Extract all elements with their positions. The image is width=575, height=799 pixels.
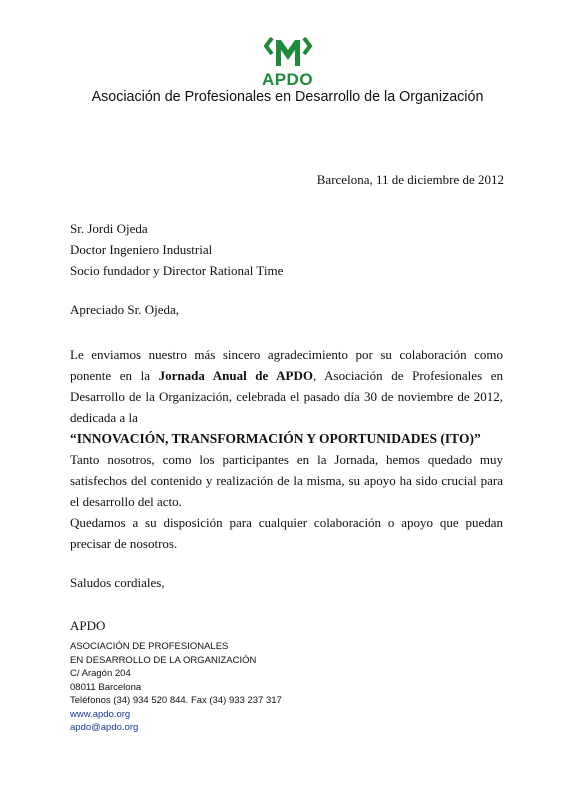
p1-text-c: Tanto nosotros, como los participantes en la Jornada, hemos quedado muy satisfechos del contenido y realización de la misma, su apoyo ha sido crucial para el desarrollo del acto. <box>70 452 503 509</box>
contact-address: C/ Aragón 204 <box>70 668 131 679</box>
contact-block <box>70 640 282 735</box>
greeting: Apreciado Sr. Ojeda, <box>70 302 180 317</box>
contact-phones: Teléfonos (34) 934 520 844. Fax (34) 933 237 317 <box>70 695 282 706</box>
recipient-title: Doctor Ingeniero Industrial <box>70 242 213 257</box>
recipient-name: Sr. Jordi Ojeda <box>70 221 148 236</box>
apdo-logo <box>0 36 575 70</box>
signature: APDO <box>70 618 106 633</box>
recipient-address <box>70 218 283 281</box>
email-link[interactable]: apdo@apdo.org <box>70 722 139 733</box>
date-line: Barcelona, 11 de diciembre de 2012 <box>316 172 504 187</box>
paragraph-availability: Quedamos a su disposición para cualquier colaboración o apoyo que puedan precisar de nosotros. <box>70 515 503 551</box>
event-title: “INNOVACIÓN, TRANSFORMACIÓN Y OPORTUNIDADES (ITO)” <box>70 431 481 446</box>
contact-city: 08011 Barcelona <box>70 681 142 693</box>
apdo-logo-icon <box>264 36 312 70</box>
p1-text-b: , Asociación de Profesionales en Desarrollo de la Organización, celebrada el pasado día 30 de noviembre de 2012, dedicada a la <box>70 368 503 425</box>
closing: Saludos cordiales, <box>70 575 165 590</box>
contact-line2: EN DESARROLLO DE LA ORGANIZACIÓN <box>70 654 257 666</box>
p1-text-a: Le enviamos nuestro más sincero agradecimiento por su colaboración como ponente en la <box>70 347 503 383</box>
paragraph-thanks <box>70 344 503 512</box>
logo-text: APDO <box>261 70 314 89</box>
contact-line1: ASOCIACIÓN DE PROFESIONALES <box>70 641 229 652</box>
recipient-position: Socio fundador y Director Rational Time <box>70 263 284 278</box>
website-link[interactable]: www.apdo.org <box>70 708 131 720</box>
association-name: Asociación de Profesionales en Desarrollo de la Organización <box>91 89 484 105</box>
event-name: Jornada Anual de APDO <box>158 368 313 383</box>
